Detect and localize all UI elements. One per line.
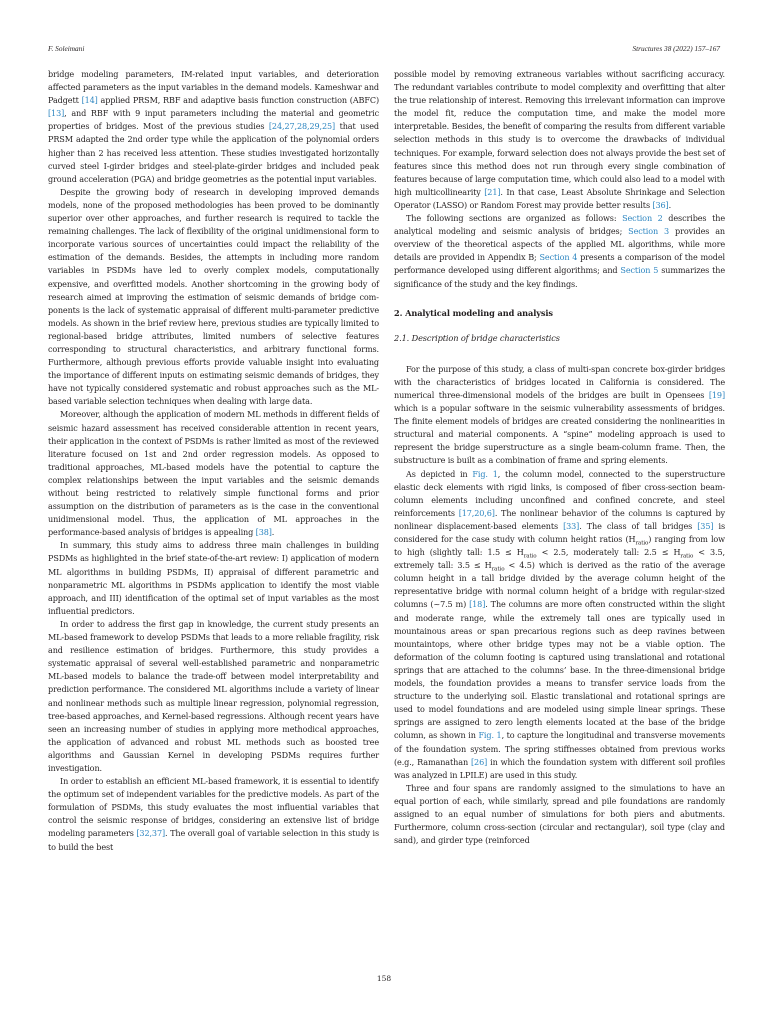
section-link[interactable]: Section 5: [620, 265, 659, 276]
paragraph: possible model by removing extraneous variables without sacrificing accuracy. The redundant variables contribute to model complexity and overfitting that alter the true relationship of interest. Removing this irrelevant information can improve the model fit, reduce the computation time, and make the model more interpretable. Besides, the benefit of comparing the results from different variable selection methods in this study is to overcome the drawbacks of individual techniques. For example, forward selection does not always provide the best set of features since this method does not run through every single combination of features because of large computation time, which could also lead to a model with high multicollinearity [21]. In that case, Least Absolute Shrinkage and Selection Operator (LASSO) or Random Forest may provide better results [36].: [394, 69, 725, 210]
citation-link[interactable]: [33]: [563, 520, 580, 531]
section-link[interactable]: Section 4: [539, 252, 578, 263]
figure-link[interactable]: Fig. 1: [478, 730, 502, 741]
section-link[interactable]: Section 2: [622, 213, 663, 224]
header-author: F. Soleimani: [48, 44, 85, 53]
paragraph: For the purpose of this study, a class of multi-span concrete box-girder bridges with the characteristics of bridges located in California is considered. The numerical three-dimensional models of the bridges are built in Opensees [19] which is a popular software in the seismic vulnerability assessments of bridges. The finite element models of bridges are created considering the nonlinearities in structural and material components. A “spine” modeling approach is used to represent the bridge superstructure as a single beam-column frame. Then, the substructure is built as a combination of frame and spring elements.: [394, 363, 725, 466]
left-column: [48, 68, 379, 854]
paragraph: In order to establish an efficient ML-based framework, it is essential to identify the optimum set of independent variables for the predictive models. As part of the formulation of PSDMs, this study evaluates the most influential variables that control the seismic response of bridges, considering an extensive list of bridge modeling parameters [32,37]. The overall goal of variable selection in this study is to build the best: [48, 776, 379, 852]
citation-link[interactable]: [21]: [484, 186, 501, 197]
paragraph: Despite the growing body of research in developing improved demands models, none of the proposed methodologies has been proved to be dominantly superior over other approaches, and further research is required to tackle the remaining challenges. The lack of flexibility of the original unidimensional form to incorporate various sources of uncertainties could impact the reliability of the estimation of the demands. Besides, the attempts in including more random variables in PSDMs have led to overly complex models, computationally expensive, and overfitted models. Another shortcoming in the growing body of research aimed at improving the estimation of seismic demands of bridge components is the lack of systematic appraisal of different multi-parameter predictive models. As shown in the brief review here, previous studies are typically limited to regional-based bridge attributes, limited numbers of selective features corresponding to structural characteristics, and arbitrary functional forms. Furthermore, although previous efforts provide valuable insight into evaluating the importance of different inputs on estimating seismic demands of bridges, they have not typically considered systematic and robust approaches such as the ML-based variable selection techniques when dealing with large data.: [48, 186, 379, 407]
paragraph: Moreover, although the application of modern ML methods in different fields of seismic hazard assessment has received considerable attention in recent years, their application in the context of PSDMs is rather limited as most of the reviewed literature focused on 1st and 2nd order regression models. As opposed to traditional approaches, ML-based models have the potential to capture the complex relationships between the input variables and the seismic demands without being restricted to relatively simple functional forms and prior assumption on the distribution of parameters as is the case in the conventional unidimensional model. Thus, the application of ML approaches in the performance-based analysis of bridges is appealing [38].: [48, 409, 379, 538]
section-link[interactable]: Section 3: [628, 226, 670, 237]
page-number: 158: [376, 974, 392, 983]
subsection-heading: 2.1. Description of bridge characteristics: [394, 332, 560, 343]
citation-link[interactable]: [19]: [708, 389, 725, 400]
citation-link[interactable]: [26]: [471, 756, 488, 767]
header-journal: Structures 38 (2022) 157–167: [632, 44, 720, 53]
citation-link[interactable]: [17,20,6]: [458, 507, 495, 518]
citation-link[interactable]: [18]: [469, 599, 486, 610]
section-heading: 2. Analytical modeling and analysis: [394, 307, 553, 318]
paragraph: In order to address the first gap in knowledge, the current study presents an ML-based framework to develop PSDMs that leads to a more reliable fragility, risk and resilience estimation of bridges. Furthermore, this study provides a systematic appraisal of several well-established parametric and nonparametric ML-based models to balance the trade-off between model interpretability and prediction performance. The considered ML algorithms include a variety of linear and nonlinear methods such as multiple linear regression, polynomial regression, tree-based approaches, and Kernel-based regressions. Although recent years have seen an increasing number of studies in applying more methodical approaches, the application of advanced and robust ML methods such as boosted tree algorithms and Gaussian Kernel in developing PSDMs requires further investigation.: [48, 618, 379, 773]
citation-link[interactable]: [13]: [48, 108, 65, 119]
paragraph: In summary, this study aims to address three main challenges in building PSDMs as highlighted in the brief state-of-the-art review: I) application of modern ML algorithms in building PSDMs, II) appraisal of different parametric and nonparametric ML algorithms in PSDMs application to identify the most viable approach, and III) identification of the optimal set of input variables as the most influential predictors.: [48, 540, 379, 616]
citation-link[interactable]: [14]: [81, 95, 98, 106]
citation-link[interactable]: [35]: [697, 520, 714, 531]
paragraph: As depicted in Fig. 1, the column model, connected to the superstructure elastic deck elements with rigid links, is composed of fiber cross-section beam-column elements including unconfined and confined concrete, and steel reinforcements [17,20,6]. The nonlinear behavior of the columns is captured by nonlinear displacement-based elements [33]. The class of tall bridges [35] is considered for the case study with column height ratios $(H_{ratio})$ ranging from low to high (slightly tall: $1.5 \le H_{ratio} < 2.5$, moderately tall: $2.5 \le H_{ratio} < 3.5$, extremely tall: $3.5 \le H_{ratio} < 4.5$) which is derived as the ratio of the average column height in a tall bridge divided by the average column height of the representative bridge with normal column height of a bridge with regular-sized columns (~7.5 m) [18]. The columns are more often constructed within the slight and moderate range, while the extremely tall ones are typically used in mountainous areas or span precarious regions such as deep ravines between mountaintops, where other bridge types may not be a viable option. The deformation of the column footing is captured using translational and rotational springs that are attached to the columns’ base. In the three-dimensional bridge models, the foundation provides a means to transfer service loads from the structure to the underlying soil. Elastic translational and rotational springs are used to model foundations and are modeled using simple linear springs. These springs are assigned to zero length elements located at the base of the bridge column, as shown in Fig. 1, to capture the longitudinal and transverse movements of the foundation system. The spring stiffnesses obtained from previous works (e.g., Ramanathan [26] in which the foundation system with different soil profiles was analyzed in LPILE) are used in this study.: [394, 468, 725, 780]
citation-link[interactable]: [24,27,28,29,25]: [268, 121, 336, 132]
paragraph: bridge modeling parameters, IM-related input variables, and deterioration affected parameters as the input variables in the demand models. Kameshwar and Padgett [14] applied PRSM, RBF and adaptive basis function construction (ABFC) [13], and RBF with 9 input parameters including the material and geometric properties of bridges. Most of the previous studies [24,27,28,29,25] that used PRSM adapted the 2nd order type while the application of the polynomial orders higher than 2 has received less attention. These studies investigated horizontally curved steel I-girder bridges and steel-plate-girder bridges and included peak ground acceleration (PGA) and bridge geometries as the potential input variables.: [48, 69, 379, 184]
citation-link[interactable]: [36]: [652, 199, 669, 210]
right-column: [394, 68, 725, 847]
paragraph: Three and four spans are randomly assigned to the simulations to have an equal portion of each, while similarly, spread and pile foundations are randomly assigned to an equal number of simulations for both piers and abutments. Furthermore, column cross-section (circular and rectangular), soil type (clay and sand), and girder type (reinforced: [394, 782, 725, 846]
paragraph: The following sections are organized as follows: Section 2 describes the analytical modeling and seismic analysis of bridges; Section 3 provides an overview of the theoretical aspects of the applied ML algorithms, while more details are provided in Appendix B; Section 4 presents a comparison of the model performance developed using different algorithms; and Section 5 summarizes the significance of the study and the key findings.: [394, 213, 726, 289]
citation-link[interactable]: [38]: [255, 527, 272, 538]
figure-link[interactable]: Fig. 1: [472, 468, 498, 479]
citation-link[interactable]: [32,37]: [136, 828, 166, 839]
